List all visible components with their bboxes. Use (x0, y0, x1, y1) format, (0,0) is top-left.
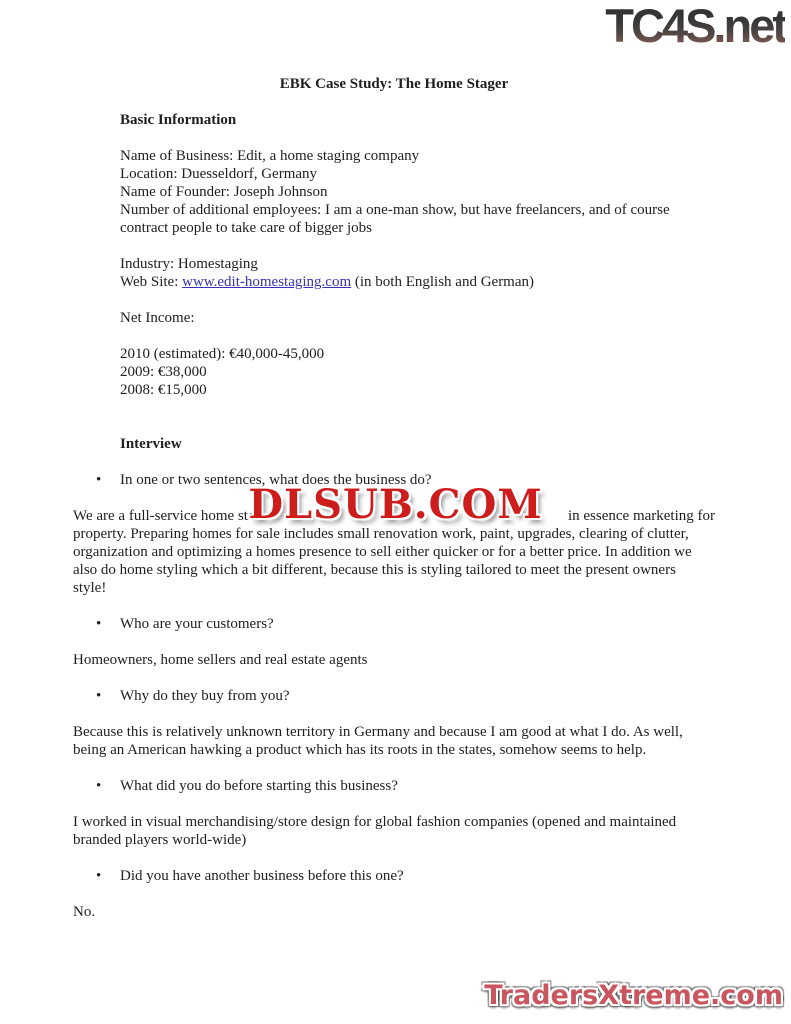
answer-1-line-5: style! (73, 580, 107, 596)
bullet-icon: • (96, 688, 102, 704)
answer-2-line: Homeowners, home sellers and real estate agents (73, 652, 368, 668)
question-2-text: Who are your customers? (120, 616, 274, 632)
industry-line: Industry: Homestaging (120, 256, 258, 272)
answer-1-line-1-before-watermark: We are a full-service home sta (73, 508, 255, 524)
location-line: Location: Duesseldorf, Germany (120, 166, 318, 182)
watermark-tc4s: TC4S.net (605, 0, 785, 52)
question-5-text: Did you have another business before this one? (120, 868, 404, 884)
section-heading-basic-information: Basic Information (120, 112, 237, 128)
answer-5-line: No. (73, 904, 96, 920)
answer-1-line-2: property. Preparing homes for sale includes small renovation work, paint, upgrades, clearing of clutter, (73, 526, 689, 542)
business-name-line: Name of Business: Edit, a home staging company (120, 148, 420, 164)
website-link[interactable]: www.edit-homestaging.com (182, 274, 352, 290)
question-2 (73, 615, 715, 633)
website-label: Web Site: (120, 274, 183, 290)
question-3-text: Why do they buy from you? (120, 688, 290, 704)
website-suffix: (in both English and German) (351, 274, 535, 290)
watermark-tradersxtreme: TradersXtreme.com (484, 980, 783, 1011)
founder-line: Name of Founder: Joseph Johnson (120, 184, 328, 200)
watermark-dlsub: DLSUB.COM (248, 481, 543, 528)
question-3 (73, 687, 715, 705)
section-heading-interview: Interview (120, 436, 182, 452)
question-4-text: What did you do before starting this business? (120, 778, 398, 794)
income-2010-line: 2010 (estimated): €40,000-45,000 (120, 346, 325, 362)
answer-4-line-2: branded players world-wide) (73, 832, 247, 848)
bullet-icon: • (96, 778, 102, 794)
answer-4-line-1: I worked in visual merchandising/store design for global fashion companies (opened and maintained (73, 814, 677, 830)
question-5 (73, 867, 715, 885)
net-income-label: Net Income: (120, 310, 195, 326)
website-line (73, 273, 715, 291)
question-4 (73, 777, 715, 795)
answer-1-line-4: also do home styling which a bit different, because this is styling tailored to meet the present owners (73, 562, 676, 578)
answer-3-line-1: Because this is relatively unknown territory in Germany and because I am good at what I do. As well, (73, 724, 683, 740)
income-2009-line: 2009: €38,000 (120, 364, 207, 380)
answer-1-line-1-after-watermark: in essence marketing for (567, 508, 715, 524)
bullet-icon: • (96, 868, 102, 884)
page-title: EBK Case Study: The Home Stager (279, 76, 509, 92)
answer-1-line-3: organization and optimizing a homes presence to sell either quicker or for a better price. In addition we (73, 544, 692, 560)
employees-line-1: Number of additional employees: I am a one-man show, but have freelancers, and of course (120, 202, 670, 218)
answer-3-line-2: being an American hawking a product which has its roots in the states, somehow seems to help. (73, 742, 647, 758)
income-2008-line: 2008: €15,000 (120, 382, 207, 398)
bullet-icon: • (96, 616, 102, 632)
question-1-text: In one or two sentences, what does the business do? (120, 472, 432, 488)
bullet-icon: • (96, 472, 102, 488)
employees-line-2: contract people to take care of bigger jobs (120, 220, 372, 236)
